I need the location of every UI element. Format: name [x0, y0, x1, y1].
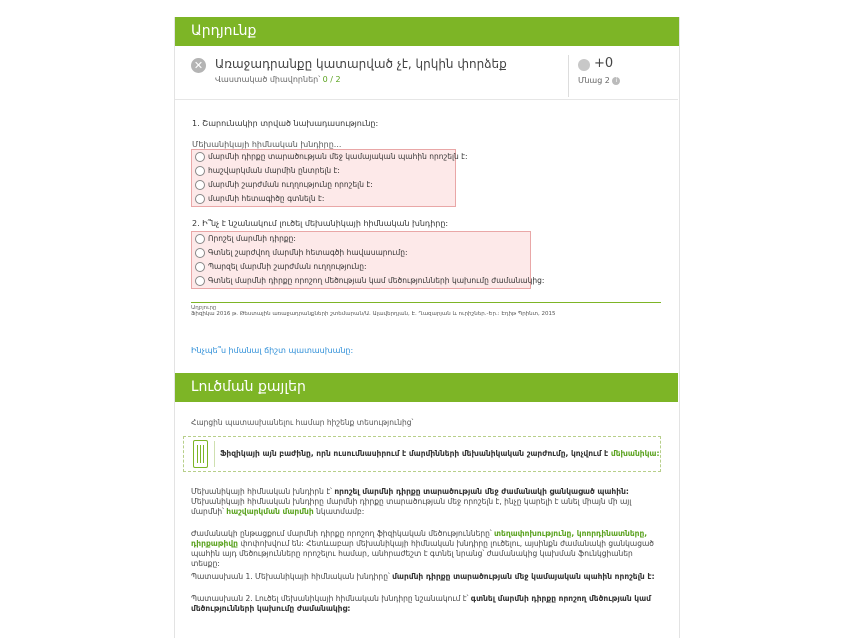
definition-text	[220, 449, 659, 458]
option[interactable]	[192, 246, 530, 260]
option[interactable]	[192, 274, 545, 288]
tries-remaining	[578, 76, 620, 85]
points-delta: +0	[594, 56, 614, 71]
bold-text: գտնել մարմնի դիրքը որոշող մեծության կամ մեծությունների կախումը ժամանակից:	[191, 594, 651, 613]
option-label: Գտնել մարմնի դիրքը որոշող մեծության կամ մեծությունների կախումը ժամանակից:	[208, 276, 545, 285]
text: Պատասխան 1. Մեխանիկայի հիմնական խնդիրը՝	[191, 572, 393, 581]
how-to-know-answer-link[interactable]: Ինչպե՞ս իմանալ ճիշտ պատասխանը:	[191, 346, 354, 355]
radio-button[interactable]	[195, 276, 205, 286]
result-title: Առաջադրանքը կատարված չէ, կրկին փորձեք	[215, 57, 507, 71]
text: Մեխանիկայի հիմնական խնդիրը մարմնի դիրքը տարածության մեջ որոշելն է, ինչը կարելի է անել միայն մի այլ մարմնի՝	[191, 497, 632, 516]
points-earned	[215, 75, 341, 84]
radio-button[interactable]	[195, 180, 205, 190]
text: նկատմամբ:	[313, 507, 365, 516]
info-icon[interactable]: i	[612, 77, 620, 85]
question-1-label: 1. Շարունակիր տրված նախադասությունը:	[192, 119, 379, 128]
theory-paragraph-1	[191, 487, 661, 517]
text: Պատասխան 2. Լուծել մեխանիկայի հիմնական խնդիրը նշանակում է՝	[191, 594, 471, 603]
answer-1	[191, 572, 661, 582]
question-2-label: 2. Ի՞նչ է նշանակում լուծել մեխանիկայի հիմնական խնդիրը:	[192, 219, 449, 228]
option[interactable]	[192, 150, 468, 164]
radio-button[interactable]	[195, 234, 205, 244]
option-label: Պարզել մարմնի շարժման ուղղությունը:	[208, 262, 367, 271]
close-circle-icon: ✕	[191, 58, 206, 73]
radio-button[interactable]	[195, 262, 205, 272]
bold-text: որոշել մարմնի դիրքը տարածության մեջ ժամանակի ցանկացած պահին:	[334, 487, 629, 496]
highlight-text: տեղափոխությունը, կոորդինատները, դիրքաթիվը	[191, 529, 648, 548]
points-earned-value: 0 / 2	[322, 75, 341, 84]
result-divider	[568, 55, 569, 97]
option[interactable]	[192, 164, 455, 178]
radio-button[interactable]	[195, 194, 205, 204]
solution-intro: Հարցին պատասխանելու համար հիշենք տեսությունից՝	[191, 418, 414, 427]
points-icon	[578, 59, 590, 71]
highlight-text: հաշվարկման մարմնի	[226, 507, 314, 516]
tries-remaining-label: Մնաց 2	[578, 76, 610, 85]
points-earned-label: Վաստակած միավորներ՝	[215, 75, 321, 84]
option[interactable]	[192, 192, 455, 206]
question-2-options	[191, 231, 545, 289]
definition-term: մեխանիկա:	[610, 449, 660, 458]
radio-button[interactable]	[195, 166, 205, 176]
option-label: հաշվարկման մարմին ընտրելն է:	[208, 166, 340, 175]
option[interactable]	[192, 178, 455, 192]
definition-main: Ֆիզիկայի այն բաժինը, որն ուսումնասիրում է մարմինների մեխանիկական շարժումը, կոչվում է	[220, 449, 611, 458]
definition-box	[183, 436, 661, 472]
solution-header: Լուծման քայլեր	[175, 373, 678, 402]
option[interactable]	[192, 232, 530, 246]
theory-paragraph-2	[191, 529, 661, 569]
option-label: Որոշել մարմնի դիրքը:	[208, 234, 296, 243]
pencil-icon	[193, 440, 208, 468]
option-label: մարմնի դիրքը տարածության մեջ կամայական պահին որոշելն է:	[208, 152, 468, 161]
source-text: Ֆիզիկա 2016 թ. Թեստային առաջադրանքների շտեմարան/Ա. Ալավերդյան, Է. Ղազարյան և ուրիշներ.-Եր.: Էդիթ Պրինտ, 2015	[191, 311, 556, 317]
text: Մեխանիկայի հիմնական խնդիրն է՝	[191, 487, 335, 496]
text: փոփոխվում են: Հետևաբար մեխանիկայի հիմնական խնդիրը լուծելու, այսինքն ժամանակի ցանկացած պահին այդ մեծությունները որոշելու համար, անհրաժեշտ է գտնել նրանց՝ ժամանակից կախման ֆունկցիաներ տեսքը:	[191, 539, 654, 568]
definition-divider	[214, 441, 215, 467]
option[interactable]	[192, 260, 530, 274]
radio-button[interactable]	[195, 248, 205, 258]
option-label: մարմնի շարժման ուղղությունը որոշելն է:	[208, 180, 373, 189]
option-label: մարմնի հետագիծը գտնելն է:	[208, 194, 325, 203]
bold-text: մարմնի դիրքը տարածության մեջ կամայական պահին որոշելն է:	[392, 572, 655, 581]
result-header: Արդյունք	[175, 17, 679, 46]
result-bottom-border	[175, 99, 678, 100]
text: Ժամանակի ընթացքում մարմնի դիրքը որոշող ֆիզիկական մեծությունները՝	[191, 529, 494, 538]
source-label: Աղբյուրը	[191, 305, 217, 311]
question-1-intro: Մեխանիկայի հիմնական խնդիրը...	[192, 140, 342, 149]
answer-2	[191, 594, 661, 614]
radio-button[interactable]	[195, 152, 205, 162]
option-label: Գտնել շարժվող մարմնի հետագծի հավասարումը:	[208, 248, 408, 257]
question-1-options	[191, 149, 468, 207]
source-divider	[191, 302, 661, 303]
